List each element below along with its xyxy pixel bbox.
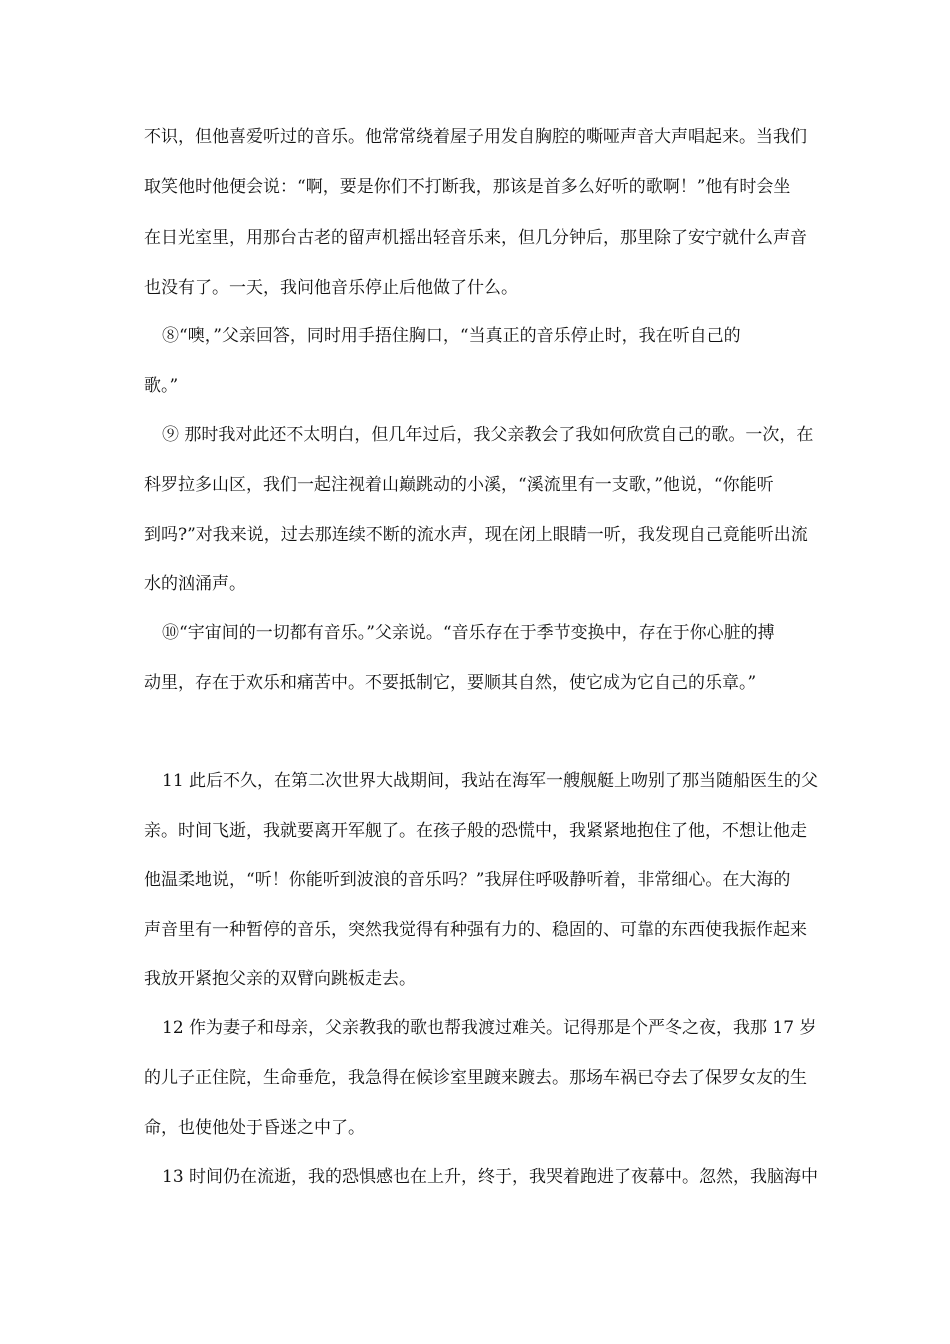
text-line: 我放开紧抱父亲的双臂向跳板走去。 xyxy=(144,969,416,989)
text-line: 科罗拉多山区，我们一起注视着山巅跳动的小溪，“溪流里有一支歌，”他说，“你能听 xyxy=(144,475,774,495)
paragraph-10-line: ⑩“宇宙间的一切都有音乐。”父亲说。“音乐存在于季节变换中，存在于你心脏的搏 xyxy=(162,623,775,643)
paragraph-9-line: ⑨ 那时我对此还不太明白，但几年过后，我父亲教会了我如何欣赏自己的歌。一次，在 xyxy=(162,425,814,445)
text-line: 取笑他时他便会说：“啊，要是你们不打断我，那该是首多么好听的歌啊！”他有时会坐 xyxy=(144,177,791,197)
text-line: 不识，但他喜爱听过的音乐。他常常绕着屋子用发自胸腔的嘶哑声音大声唱起来。当我们 xyxy=(144,127,807,147)
text-line: 他温柔地说，“听！你能听到波浪的音乐吗？”我屏住呼吸静听着，非常细心。在大海的 xyxy=(144,870,791,890)
text-line: 也没有了。一天，我问他音乐停止后他做了什么。 xyxy=(144,278,518,298)
paragraph-12-line: 12 作为妻子和母亲，父亲教我的歌也帮我渡过难关。记得那是个严冬之夜，我那 17 岁 xyxy=(162,1018,817,1038)
text-line: 声音里有一种暂停的音乐，突然我觉得有种强有力的、稳固的、可靠的东西使我振作起来 xyxy=(144,920,807,940)
text-line: 歌。” xyxy=(144,376,179,396)
paragraph-13-line: 13 时间仍在流逝，我的恐惧感也在上升，终于，我哭着跑进了夜幕中。忽然，我脑海中 xyxy=(162,1167,819,1187)
text-line: 水的汹涌声。 xyxy=(144,574,246,594)
paragraph-8-line: ⑧“噢，”父亲回答，同时用手捂住胸口，“当真正的音乐停止时，我在听自己的 xyxy=(162,326,741,346)
text-line: 的儿子正住院，生命垂危，我急得在候诊室里踱来踱去。那场车祸已夺去了保罗女友的生 xyxy=(144,1068,807,1088)
paragraph-11-line: 11 此后不久，在第二次世界大战期间，我站在海军一艘舰艇上吻别了那当随船医生的父 xyxy=(162,771,819,791)
text-line: 到吗?”对我来说，过去那连续不断的流水声，现在闭上眼睛一听，我发现自己竟能听出流 xyxy=(144,525,808,545)
text-line: 命，也使他处于昏迷之中了。 xyxy=(144,1118,365,1138)
text-line: 动里，存在于欢乐和痛苦中。不要抵制它，要顺其自然，使它成为它自己的乐章。” xyxy=(144,673,757,693)
text-line: 亲。时间飞逝，我就要离开军舰了。在孩子般的恐慌中，我紧紧地抱住了他，不想让他走 xyxy=(144,821,807,841)
text-line: 在日光室里，用那台古老的留声机摇出轻音乐来，但几分钟后，那里除了安宁就什么声音 xyxy=(144,228,807,248)
